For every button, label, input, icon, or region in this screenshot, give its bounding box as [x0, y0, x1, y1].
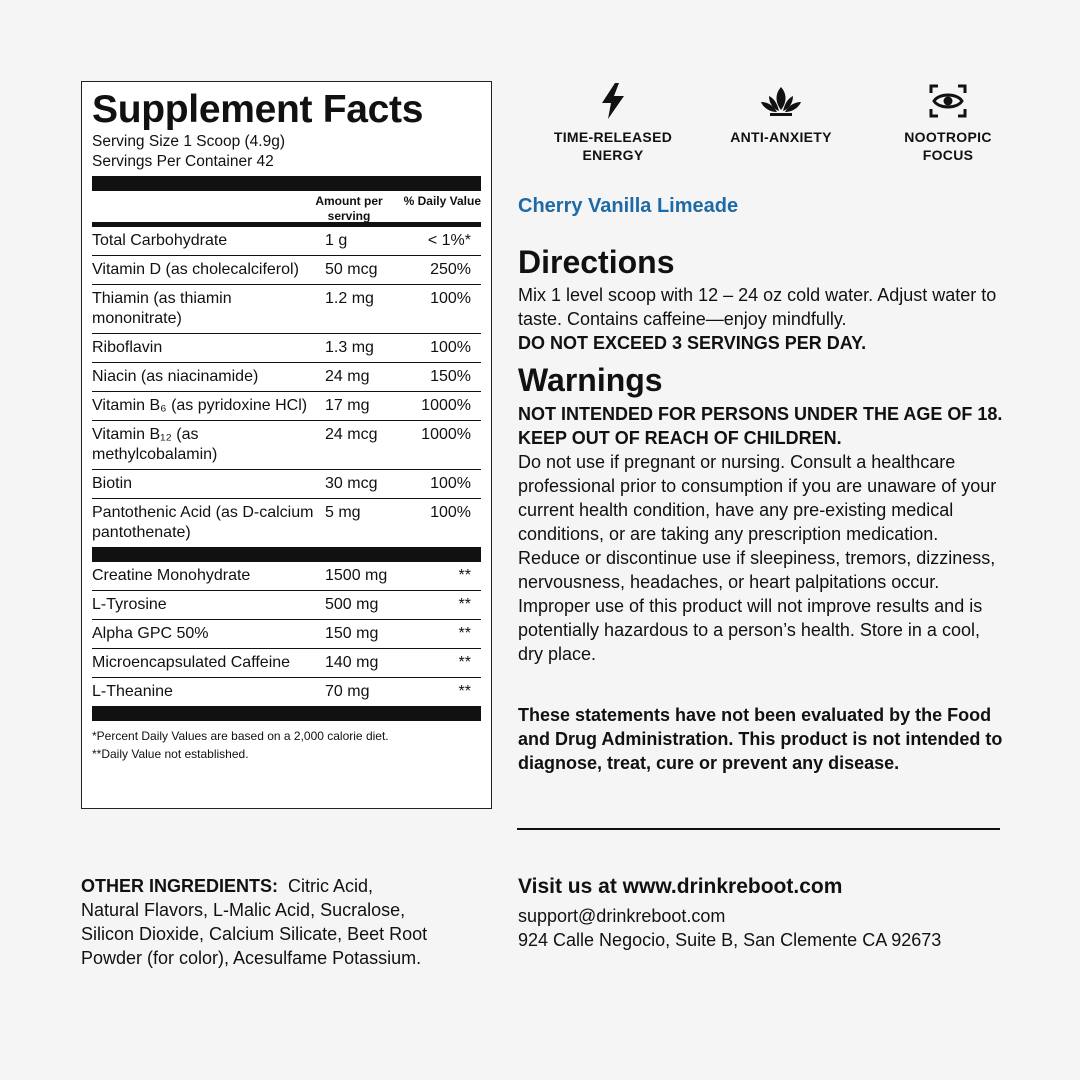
nutrient-daily-value: **: [458, 596, 471, 613]
facts-footnotes: [92, 721, 481, 763]
feature-label: ANTI-ANXIETY: [730, 129, 832, 145]
nutrient-name: Thiamin (as thiamin mononitrate): [92, 290, 232, 327]
website-link[interactable]: Visit us at www.drinkreboot.com: [518, 875, 843, 898]
nutrient-amount: 150 mg: [325, 625, 379, 642]
warnings-heading: Warnings: [518, 362, 663, 398]
facts-row: [92, 591, 481, 620]
contact-section: [518, 874, 1003, 952]
nutrient-amount: 24 mg: [325, 368, 370, 385]
nutrient-name: Microencapsulated Caffeine: [92, 654, 291, 671]
nutrient-daily-value: **: [458, 683, 471, 700]
facts-row: [92, 649, 481, 678]
nutrient-daily-value: 100%: [430, 290, 471, 307]
facts-row: [92, 499, 481, 547]
eye-focus-icon: [873, 80, 1023, 122]
nutrient-daily-value: 100%: [430, 339, 471, 356]
nutrient-name: Vitamin B₆ (as pyridoxine HCl): [92, 397, 308, 414]
other-ingredients: [81, 874, 431, 970]
supplement-facts-panel: [81, 81, 492, 809]
other-ingredients-label: OTHER INGREDIENTS:: [81, 876, 279, 896]
lotus-icon: [706, 80, 856, 122]
fda-disclaimer: These statements have not been evaluated by the Food and Drug Administration. This product is not intended to diagnose, treat, cure or prevent any disease.: [518, 705, 1003, 773]
nutrient-amount: 140 mg: [325, 654, 379, 671]
nutrient-name: L-Tyrosine: [92, 596, 167, 613]
facts-title: Supplement Facts: [92, 88, 424, 131]
nutrient-daily-value: 1000%: [421, 426, 471, 443]
nutrient-amount: 5 mg: [325, 504, 361, 521]
footnote-not-established: **Daily Value not established.: [92, 747, 249, 761]
warnings-section: [518, 362, 1003, 666]
facts-row: [92, 620, 481, 649]
section-divider: [517, 828, 1000, 830]
directions-section: [518, 244, 1003, 355]
nutrient-name: Alpha GPC 50%: [92, 625, 209, 642]
facts-column-header: [92, 191, 481, 227]
feature-anti-anxiety: [706, 80, 856, 146]
directions-text: Mix 1 level scoop with 12 – 24 oz cold water. Adjust water to taste. Contains caffeine—enjoy mindfully.: [518, 285, 997, 329]
nutrient-daily-value: 1000%: [421, 397, 471, 414]
nutrient-name: Creatine Monohydrate: [92, 567, 251, 584]
nutrient-amount: 1.3 mg: [325, 339, 374, 356]
facts-row: [92, 227, 481, 256]
amount-column-label: Amount per serving: [315, 194, 383, 223]
facts-mid-bar: [92, 547, 481, 562]
facts-row: [92, 363, 481, 392]
nutrient-daily-value: 150%: [430, 368, 471, 385]
facts-row: [92, 562, 481, 591]
nutrient-amount: 1 g: [325, 232, 348, 249]
nutrient-daily-value: **: [458, 567, 471, 584]
facts-row: [92, 678, 481, 706]
nutrient-amount: 17 mg: [325, 397, 370, 414]
nutrient-name: Total Carbohydrate: [92, 232, 228, 249]
nutrient-daily-value: < 1%*: [427, 232, 471, 249]
directions-heading: Directions: [518, 244, 675, 280]
nutrient-daily-value: **: [458, 654, 471, 671]
serving-size: Serving Size 1 Scoop (4.9g): [92, 133, 285, 150]
facts-row: [92, 421, 481, 470]
nutrient-daily-value: **: [458, 625, 471, 642]
servings-per-container: Servings Per Container 42: [92, 153, 274, 170]
feature-nootropic-focus: [873, 80, 1023, 164]
nutrient-name: L-Theanine: [92, 683, 173, 700]
nutrient-amount: 50 mcg: [325, 261, 378, 278]
warnings-text: Do not use if pregnant or nursing. Consult a healthcare professional prior to consumption if you are unaware of your current health condition, have any pre-existing medical conditions, or are taking any prescription medication. Reduce or discontinue use if sleepiness, tremors, dizziness, nervousness, headaches, or heart palpitations occur. Improper use of this product will not improve results and is potentially hazardous to a person’s health. Store in a cool, dry place.: [518, 452, 997, 664]
facts-row: [92, 256, 481, 285]
facts-row: [92, 392, 481, 421]
nutrient-name: Vitamin B₁₂ (as methylcobalamin): [92, 426, 218, 463]
vitamin-rows: [92, 227, 481, 547]
directions-warning: DO NOT EXCEED 3 SERVINGS PER DAY.: [518, 333, 867, 353]
nutrient-name: Niacin (as niacinamide): [92, 368, 259, 385]
footnote-daily-values: *Percent Daily Values are based on a 2,000 calorie diet.: [92, 729, 389, 743]
active-rows: [92, 562, 481, 706]
flavor-name: Cherry Vanilla Limeade: [518, 195, 739, 217]
support-email: support@drinkreboot.com 924 Calle Negocio, Suite B, San Clemente CA 92673: [518, 906, 942, 950]
feature-time-released-energy: [538, 80, 688, 164]
nutrient-amount: 30 mcg: [325, 475, 378, 492]
facts-bottom-bar: [92, 706, 481, 721]
facts-row: [92, 334, 481, 363]
nutrient-daily-value: 100%: [430, 504, 471, 521]
nutrient-amount: 500 mg: [325, 596, 379, 613]
nutrient-daily-value: 250%: [430, 261, 471, 278]
nutrient-amount: 70 mg: [325, 683, 370, 700]
other-ingredients-text: Citric Acid, Natural Flavors, L-Malic Acid, Sucralose, Silicon Dioxide, Calcium Silicate, Beet Root Powder (for color), Acesulfame Potassium.: [81, 876, 428, 968]
nutrient-name: Vitamin D (as cholecalciferol): [92, 261, 299, 278]
nutrient-daily-value: 100%: [430, 475, 471, 492]
nutrient-amount: 24 mcg: [325, 426, 378, 443]
feature-label: TIME-RELEASED ENERGY: [553, 129, 673, 163]
nutrient-name: Riboflavin: [92, 339, 163, 356]
daily-value-column-label: % Daily Value: [403, 194, 481, 208]
nutrient-amount: 1.2 mg: [325, 290, 374, 307]
nutrient-name: Pantothenic Acid (as D-calcium pantothenate): [92, 504, 314, 541]
warnings-bold: NOT INTENDED FOR PERSONS UNDER THE AGE OF 18. KEEP OUT OF REACH OF CHILDREN.: [518, 404, 1003, 448]
facts-top-bar: [92, 176, 481, 191]
facts-row: [92, 285, 481, 334]
lightning-icon: [538, 80, 688, 122]
nutrient-amount: 1500 mg: [325, 567, 388, 584]
nutrient-name: Biotin: [92, 475, 133, 492]
feature-label: NOOTROPIC FOCUS: [904, 129, 992, 163]
facts-row: [92, 470, 481, 499]
